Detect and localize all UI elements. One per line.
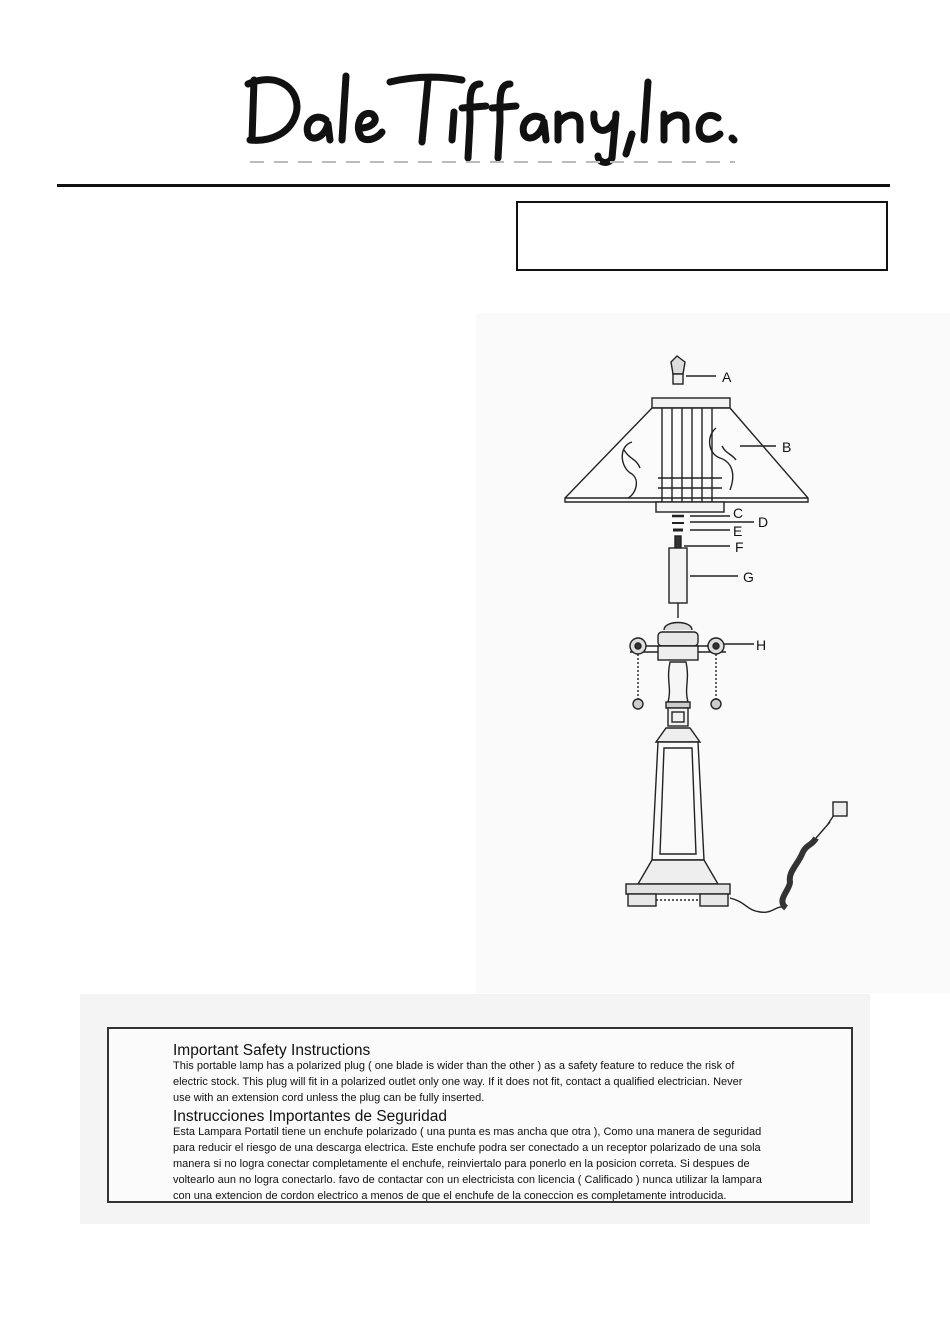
power-cord-part bbox=[730, 802, 847, 912]
english-safety-line: use with an extension cord unless the plug can be fully inserted. bbox=[173, 1092, 485, 1105]
spanish-safety-line: manera si no logra conectar completamente el enchufe, reinviertalo para ponerlo en la posicion correta. Si despues de bbox=[173, 1158, 750, 1171]
english-safety-title: Important Safety Instructions bbox=[173, 1042, 371, 1059]
spanish-safety-line: para reducir el riesgo de una descarga electrica. Este enchufe podra ser conectado a un receptor polarizado de una sola bbox=[173, 1141, 761, 1154]
part-label-f: F bbox=[735, 539, 744, 555]
part-label-c: C bbox=[733, 505, 744, 521]
part-label-e: E bbox=[733, 523, 743, 539]
spanish-safety-line: voltearlo aun no logra conectarlo. favo de contactar con un electricista con licencia ( Calificado ) nunca utilizar la lampara bbox=[173, 1174, 762, 1187]
spanish-safety-line: con una extencion de cordon electrico a menos de que el enchufe de la coneccion es completamente introducida. bbox=[173, 1190, 727, 1203]
spanish-safety-line: Esta Lampara Portatil tiene un enchufe polarizado ( una punta es mas ancha que otra ), Como una manera de seguridad bbox=[173, 1125, 762, 1138]
spanish-safety-title: Instrucciones Importantes de Seguridad bbox=[173, 1107, 447, 1125]
model-number-box bbox=[516, 201, 888, 271]
finial-part bbox=[671, 356, 685, 374]
english-safety-line: This portable lamp has a polarized plug ( one blade is wider than the other ) as a safety feature to reduce the risk of bbox=[173, 1060, 735, 1072]
harp-top-f-part bbox=[675, 536, 681, 548]
part-label-b: B bbox=[782, 439, 792, 455]
part-label-d: D bbox=[758, 514, 769, 530]
part-label-g: G bbox=[743, 569, 754, 585]
dale-tiffany-logo bbox=[240, 62, 740, 172]
lamp-assembly-diagram bbox=[540, 350, 870, 940]
header-rule bbox=[57, 184, 890, 187]
part-label-a: A bbox=[722, 369, 732, 385]
tube-g-part bbox=[669, 548, 687, 603]
safety-instructions-box bbox=[107, 1027, 853, 1203]
socket-cluster-h-part bbox=[630, 623, 754, 710]
english-safety-line: electric stock. This plug will fit in a polarized outlet only one way. If it does not fit, contact a qualified electrician. Never bbox=[173, 1076, 743, 1089]
lamp-shade-part bbox=[565, 398, 808, 512]
part-label-h: H bbox=[756, 637, 767, 653]
